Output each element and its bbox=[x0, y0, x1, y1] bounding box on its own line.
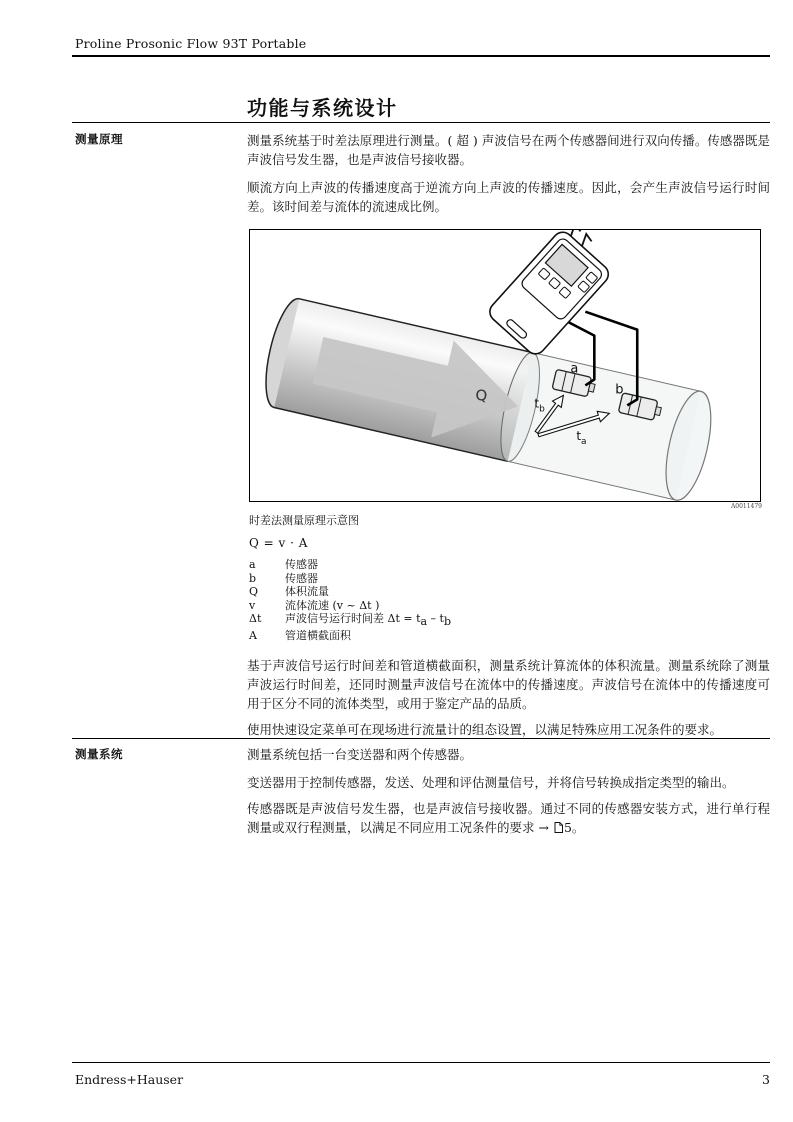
footer-rule bbox=[72, 1062, 770, 1063]
section-label-measuring-principle: 测量原理 bbox=[75, 132, 123, 146]
legend-row bbox=[249, 572, 770, 586]
figure-image-id: A0011479 bbox=[730, 503, 762, 510]
page-title: 功能与系统设计 bbox=[247, 96, 398, 120]
paragraph-system-2: 变送器用于控制传感器，发送、处理和评估测量信号，并将信号转换成指定类型的输出。 bbox=[247, 775, 735, 790]
figure-caption: 时差法测量原理示意图 bbox=[249, 514, 359, 527]
legend-term: a bbox=[249, 558, 256, 571]
legend-desc: 传感器 bbox=[285, 571, 318, 585]
label-ta: $t_a$ bbox=[576, 429, 587, 448]
legend-row bbox=[249, 558, 770, 572]
legend-term: b bbox=[249, 571, 257, 585]
legend-term: A bbox=[249, 628, 257, 642]
arrow-glyph: → bbox=[538, 820, 549, 835]
paragraph-system-3: 传感器既是声波信号发生器，也是声波信号接收器。通过不同的传感器安装方式，进行单行程测量或双行程测量，以满足不同应用工况条件的要求 → 5。 bbox=[247, 799, 770, 838]
paragraph-principle-1: 测量系统基于时差法原理进行测量。( 超 ) 声波信号在两个传感器间进行双向传播。传感器既是声波信号发生器，也是声波信号接收器。 bbox=[247, 133, 770, 167]
figure-box bbox=[249, 229, 761, 502]
sensor-a-label: a bbox=[570, 361, 579, 377]
legend-term: Δt bbox=[249, 612, 262, 625]
transmitter bbox=[486, 230, 621, 358]
figure-diagram bbox=[250, 230, 760, 501]
figure-legend bbox=[249, 558, 770, 642]
paragraph-principle-3: 基于声波信号运行时间差和管道横截面积，测量系统计算流体的体积流量。测量系统除了测量声波运行时间差，还同时测量声波信号在流体中的传播速度。声波信号在流体中的传播速度可用于区分不同的流体类型，或用于鉴定产品的品质。 bbox=[247, 658, 770, 712]
legend-desc: 体积流量 bbox=[285, 585, 329, 598]
section-label-measuring-system: 测量系统 bbox=[75, 747, 123, 761]
footer-company: Endress+Hauser bbox=[75, 1072, 184, 1087]
figure-formula: Q = v · A bbox=[249, 536, 308, 550]
section-body-measuring-system bbox=[247, 745, 770, 838]
legend-desc: 声波信号运行时间差 $\Delta t = t_a - t_b$ bbox=[285, 612, 452, 629]
page-ref-link[interactable] bbox=[538, 820, 571, 835]
footer-page-number: 3 bbox=[762, 1072, 770, 1087]
legend-row bbox=[249, 612, 770, 629]
header-product-title: Proline Prosonic Flow 93T Portable bbox=[75, 36, 307, 51]
header-rule bbox=[72, 55, 770, 57]
page-icon bbox=[554, 819, 563, 838]
legend-row bbox=[249, 629, 770, 643]
section-body-measuring-principle bbox=[247, 131, 770, 739]
label-tb: $t_b$ bbox=[534, 396, 545, 415]
paragraph-principle-4: 使用快速设定菜单可在现场进行流量计的组态设置，以满足特殊应用工况条件的要求。 bbox=[247, 722, 723, 738]
paragraph-system-1: 测量系统包括一台变送器和两个传感器。 bbox=[247, 747, 473, 762]
ref-page-number: 5 bbox=[563, 820, 572, 835]
paragraph-principle-2: 顺流方向上声波的传播速度高于逆流方向上声波的传播速度。因此，会产生声波信号运行时间差。该时间差与流体的流速成比例。 bbox=[247, 180, 770, 214]
legend-term: v bbox=[249, 598, 256, 612]
pipe bbox=[258, 295, 720, 501]
legend-row bbox=[249, 599, 770, 613]
section-divider bbox=[72, 738, 770, 739]
legend-desc: 流体流速 (v ~ Δt ) bbox=[285, 598, 380, 612]
legend-row bbox=[249, 585, 770, 599]
legend-desc: 管道横截面积 bbox=[285, 628, 351, 642]
legend-term: Q bbox=[249, 585, 259, 598]
section-divider bbox=[72, 122, 770, 123]
sensor-b-label: b bbox=[615, 382, 624, 398]
flow-label-q: Q bbox=[475, 386, 488, 405]
figure bbox=[249, 229, 770, 642]
legend-desc: 传感器 bbox=[285, 558, 318, 571]
